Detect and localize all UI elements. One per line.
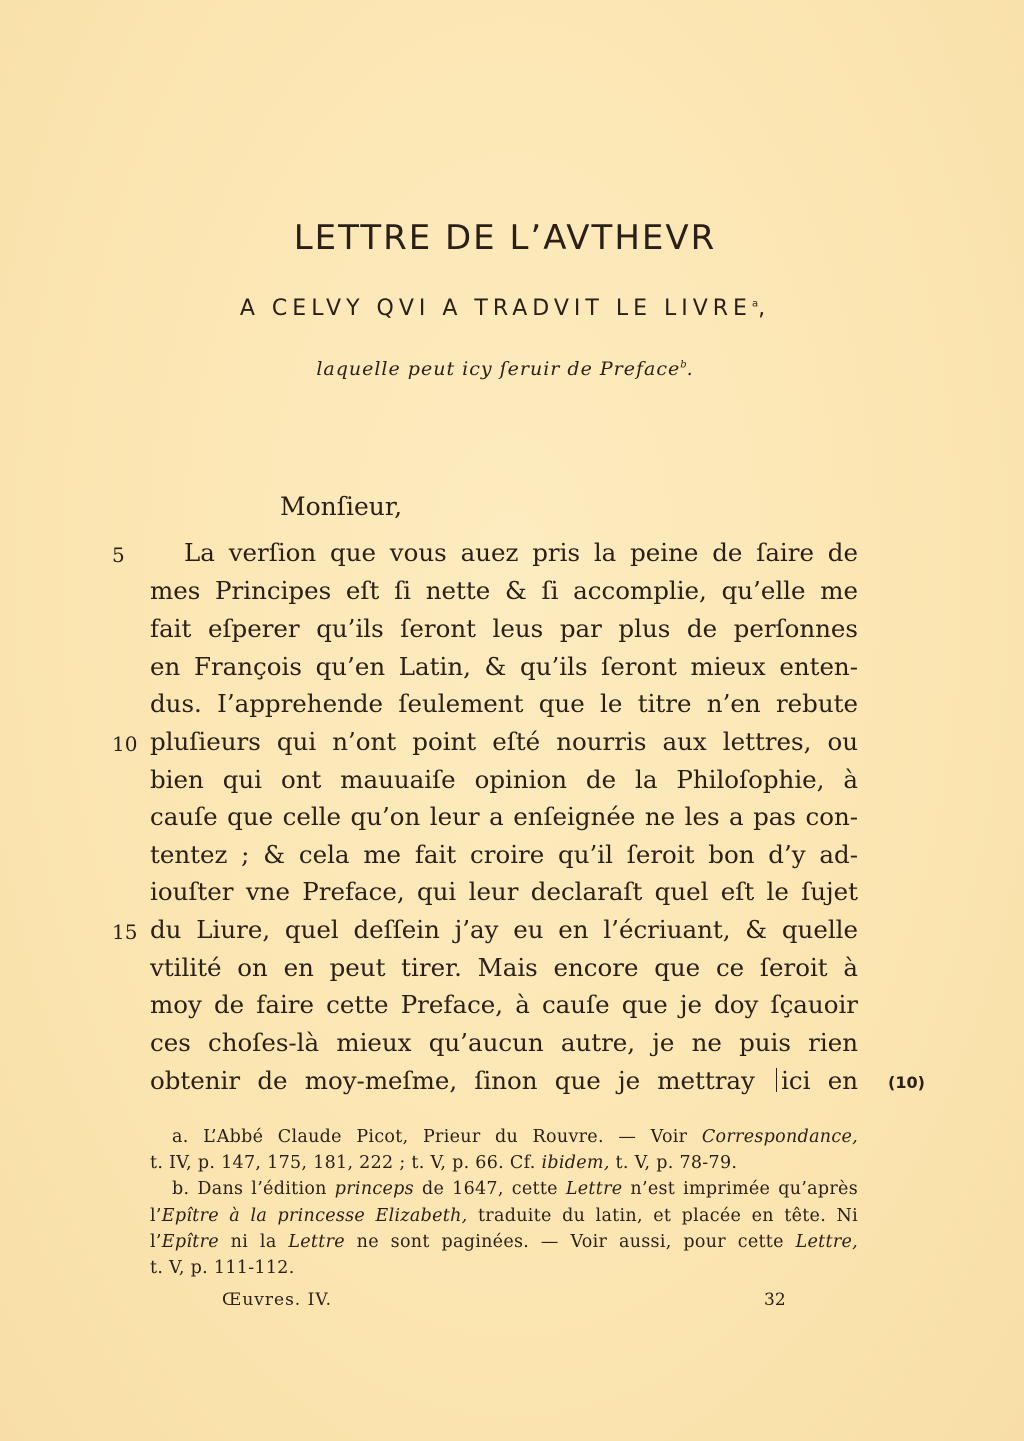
letter-line: pluſieurs qui n’ont point eſté nourris aux lettres, ou — [150, 727, 858, 756]
footnote-b-line — [150, 1206, 858, 1226]
italic-heading-tail: . — [686, 358, 694, 380]
salutation: Monſieur, — [280, 492, 403, 521]
letter-line: iouſter vne Preface, qui leur declaraſt quel eſt le ſujet — [150, 877, 858, 906]
letter-line: tentez ; & cela me fait croire qu’il ſeroit bon d’y ad- — [150, 840, 858, 869]
letter-line: moy de faire cette Preface, à cauſe que je doy ſçauoir — [150, 990, 858, 1019]
footnote-italic: Lettre — [288, 1232, 345, 1252]
footnote-text: n’est imprimée qu’après — [622, 1179, 858, 1199]
letter-line: dus. I’apprehende ſeulement que le titre n’en rebute — [150, 689, 858, 718]
footnote-italic: Lettre — [565, 1179, 623, 1199]
footer-volume-label: Œuvres. IV. — [222, 1290, 333, 1310]
line-number: 5 — [112, 543, 125, 567]
footnote-text: ne sont paginées. — Voir aussi, pour cette — [344, 1232, 796, 1252]
footnote-italic: Correspondance, — [701, 1127, 858, 1147]
subtitle-tail: , — [758, 296, 771, 321]
footnote-mark-a: a — [751, 298, 759, 310]
footnote-text: traduite du latin, et placée en tête. Ni — [467, 1206, 858, 1226]
footnote-b-line: t. V, p. 111-112. — [150, 1258, 295, 1278]
footnote-text: t. V, p. 78-79. — [609, 1153, 738, 1173]
footnote-text: l’ — [150, 1232, 162, 1252]
letter-line-last — [150, 1066, 858, 1095]
footnote-a-line — [172, 1127, 858, 1147]
letter-line: en François qu’en Latin, & qu’ils ſeront mieux enten- — [150, 652, 858, 681]
letter-line: vtilité on en peut tirer. Mais encore que ce ſeroit à — [150, 953, 858, 982]
page-title: LETTRE DE L’AVTHEVR — [293, 218, 717, 258]
letter-line: du Liure, quel deſſein j’ay eu en l’écriuant, & quelle — [150, 915, 858, 944]
footnote-text: t. IV, p. 147, 175, 181, 222 ; t. V, p. 66. Cf. — [150, 1153, 542, 1173]
page-italic-heading — [0, 358, 1010, 380]
letter-line: ces choſes-là mieux qu’aucun autre, je ne puis rien — [150, 1028, 858, 1057]
letter-line: fait eſperer qu’ils ſeront leus par plus de perſonnes — [150, 614, 858, 643]
letter-line: La verſion que vous auez pris la peine de ſaire de — [184, 538, 858, 567]
footnote-b-line — [150, 1232, 858, 1252]
footnote-italic: Epître à la princesse Elizabeth, — [161, 1206, 468, 1226]
footnote-italic: princeps — [334, 1179, 414, 1199]
last-line-after: ici en — [781, 1066, 858, 1095]
subtitle-text: A CELVY QVI A TRADVIT LE LIVRE — [239, 296, 752, 321]
line-number: 10 — [112, 732, 138, 756]
footnote-b-line — [172, 1179, 858, 1199]
footer-signature-number: 32 — [764, 1290, 786, 1310]
footnote-italic: Epître — [161, 1232, 219, 1252]
footnote-italic: Lettre, — [795, 1232, 859, 1252]
footnote-text: ni la — [218, 1232, 289, 1252]
footnote-a-line — [150, 1153, 737, 1173]
footnote-text: a. L’Abbé Claude Picot, Prieur du Rouvre. — Voir — [172, 1127, 702, 1147]
letter-line: mes Principes eſt ſi nette & ſi accomplie, qu’elle me — [150, 576, 858, 605]
letter-line: cauſe que celle qu’on leur a enſeignée ne les a pas con- — [150, 802, 858, 831]
margin-page-reference: (10) — [888, 1073, 925, 1092]
page-break-marker — [776, 1068, 777, 1092]
footnote-text: l’ — [150, 1206, 162, 1226]
footnote-text: de 1647, cette — [413, 1179, 566, 1199]
line-number: 15 — [112, 920, 138, 944]
page-subtitle — [0, 296, 1010, 321]
footnote-italic: ibidem, — [541, 1153, 610, 1173]
letter-line: bien qui ont mauuaiſe opinion de la Philoſophie, à — [150, 765, 858, 794]
italic-heading-text: laquelle peut icy ſeruir de Preface — [316, 358, 681, 380]
footnote-text: b. Dans l’édition — [172, 1179, 335, 1199]
last-line-before: obtenir de moy-meſme, ſinon que je mettray — [150, 1066, 755, 1095]
footnote-mark-b: b — [680, 359, 687, 371]
